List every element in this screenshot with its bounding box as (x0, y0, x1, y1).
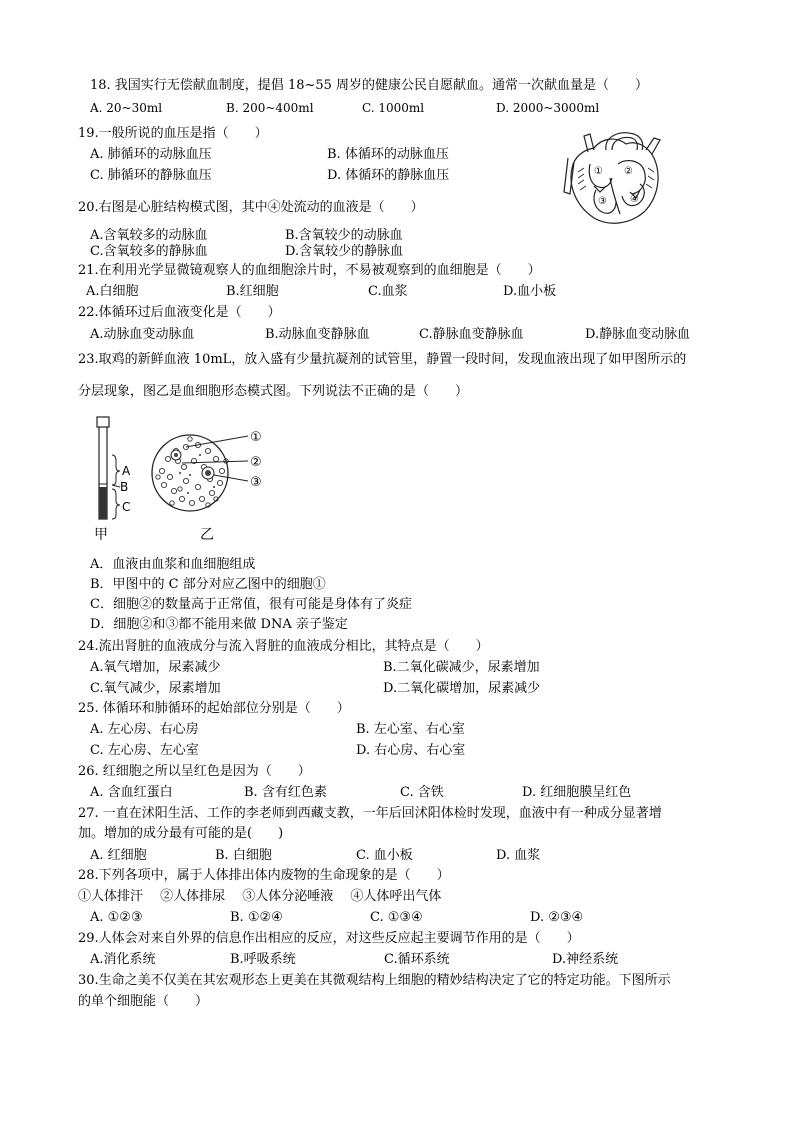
q25-stem: 25. 体循环和肺循环的起始部位分别是（ ） (78, 701, 350, 716)
tube-label-c: C (122, 500, 131, 514)
q22-stem: 22.体循环过后血液变化是（ ） (78, 305, 281, 320)
q29-option-a[interactable]: A.消化系统 (90, 952, 156, 967)
q26-stem: 26. 红细胞之所以呈红色是因为（ ） (78, 764, 311, 779)
q23-figure (90, 415, 290, 545)
fig-label-yi: 乙 (200, 527, 214, 543)
q20-option-b[interactable]: B.含氧较少的动脉血 (285, 228, 403, 243)
q29-option-d[interactable]: D.神经系统 (552, 952, 619, 967)
q18-option-c[interactable]: C. 1000ml (362, 101, 425, 115)
q26-option-b[interactable]: B. 含有红色素 (244, 785, 327, 800)
q23-option-a[interactable]: A．血液由血浆和血细胞组成 (90, 557, 256, 572)
q21-option-b[interactable]: B.红细胞 (226, 284, 279, 299)
q20-option-c[interactable]: C.含氧较多的静脉血 (90, 244, 208, 259)
q24-option-c[interactable]: C.氧气减少，尿素增加 (90, 681, 221, 696)
q27-option-c[interactable]: C. 血小板 (356, 848, 413, 863)
q20-option-d[interactable]: D.含氧较少的静脉血 (285, 244, 404, 259)
q25-option-a[interactable]: A. 左心房、右心房 (90, 722, 199, 737)
q21-option-d[interactable]: D.血小板 (503, 284, 557, 299)
q24-option-d[interactable]: D.二氧化碳增加，尿素减少 (383, 681, 541, 696)
q18-option-d[interactable]: D. 2000~3000ml (496, 101, 600, 115)
q28-option-d[interactable]: D. ②③④ (530, 910, 584, 925)
blood-layers-illustration (90, 415, 290, 545)
q27-stem-line2: 加。增加的成分最有可能的是( ) (78, 826, 284, 841)
q27-option-a[interactable]: A. 红细胞 (90, 848, 147, 863)
q19-stem: 19.一般所说的血压是指（ ） (78, 126, 268, 141)
heart-label-1: ① (594, 166, 603, 177)
cell-label-2: ② (250, 455, 262, 470)
q22-option-d[interactable]: D.静脉血变动脉血 (585, 327, 691, 342)
q27-option-b[interactable]: B. 白细胞 (215, 848, 272, 863)
q30-stem-line1: 30.生命之美不仅美在其宏观形态上更美在其微观结构上细胞的精妙结构决定了它的特定功能。下图所示 (78, 973, 671, 988)
q23-stem-line2: 分层现象，图乙是血细胞形态模式图。下列说法不正确的是（ ） (78, 384, 469, 399)
q25-option-c[interactable]: C. 左心房、左心室 (90, 743, 199, 758)
q26-option-a[interactable]: A. 含血红蛋白 (90, 785, 173, 800)
q22-option-c[interactable]: C.静脉血变静脉血 (419, 327, 524, 342)
q22-option-b[interactable]: B.动脉血变静脉血 (265, 327, 370, 342)
q23-option-c[interactable]: C．细胞②的数量高于正常值，很有可能是身体有了炎症 (90, 597, 412, 612)
q20-option-a[interactable]: A.含氧较多的动脉血 (90, 228, 208, 243)
q19-option-a[interactable]: A. 肺循环的动脉血压 (90, 147, 212, 162)
q26-option-d[interactable]: D. 红细胞膜呈红色 (522, 785, 632, 800)
q29-option-b[interactable]: B.呼吸系统 (230, 952, 296, 967)
q26-option-c[interactable]: C. 含铁 (400, 785, 444, 800)
q23-option-d[interactable]: D．细胞②和③都不能用来做 DNA 亲子鉴定 (90, 617, 348, 632)
q30-stem-line2: 的单个细胞能（ ） (78, 994, 209, 1009)
q23-stem-line1: 23.取鸡的新鲜血液 10mL，放入盛有少量抗凝剂的试管里，静置一段时间，发现血液出现了如甲图所示的 (78, 352, 687, 367)
q24-stem: 24.流出肾脏的血液成分与流入肾脏的血液成分相比，其特点是（ ） (78, 639, 489, 654)
cell-label-3: ③ (250, 475, 262, 490)
q19-option-d[interactable]: D. 体循环的静脉血压 (327, 168, 450, 183)
heart-label-2: ② (624, 166, 633, 177)
q24-option-b[interactable]: B.二氧化碳减少，尿素增加 (383, 660, 540, 675)
q20-stem: 20.右图是心脏结构模式图，其中④处流动的血液是（ ） (78, 200, 424, 215)
q19-option-b[interactable]: B. 体循环的动脉血压 (327, 147, 449, 162)
q28-items: ①人体排汗 ②人体排尿 ③人体分泌唾液 ④人体呼出气体 (78, 889, 442, 904)
q27-option-d[interactable]: D. 血浆 (496, 848, 541, 863)
fig-label-jia: 甲 (94, 527, 108, 543)
cell-label-1: ① (250, 430, 262, 445)
heart-label-4: ④ (630, 194, 639, 205)
q24-option-a[interactable]: A.氧气增加，尿素减少 (90, 660, 221, 675)
q21-option-c[interactable]: C.血浆 (368, 284, 408, 299)
tube-label-a: A (122, 464, 131, 478)
q18-option-a[interactable]: A. 20~30ml (90, 101, 163, 115)
q28-option-a[interactable]: A. ①②③ (90, 910, 143, 925)
q18-stem: 18. 我国实行无偿献血制度，提倡 18~55 周岁的健康公民自愿献血。通常一次献血量是（ ） (90, 78, 649, 93)
q18-option-b[interactable]: B. 200~400ml (226, 101, 314, 115)
q29-option-c[interactable]: C.循环系统 (384, 952, 450, 967)
heart-label-3: ③ (598, 196, 607, 207)
q28-option-c[interactable]: C. ①③④ (370, 910, 423, 925)
q27-stem-line1: 27. 一直在沭阳生活、工作的李老师到西藏支教，一年后回沭阳体检时发现，血液中有一种成分显著增 (78, 806, 662, 821)
q23-option-b[interactable]: B．甲图中的 C 部分对应乙图中的细胞① (90, 577, 326, 592)
q21-stem: 21.在利用光学显微镜观察人的血细胞涂片时，不易被观察到的血细胞是（ ） (78, 263, 541, 278)
q21-option-a[interactable]: A.白细胞 (86, 284, 139, 299)
q19-option-c[interactable]: C. 肺循环的静脉血压 (90, 168, 212, 183)
q25-option-d[interactable]: D. 右心房、右心室 (356, 743, 466, 758)
q28-option-b[interactable]: B. ①②④ (230, 910, 283, 925)
tube-label-b: B (120, 480, 129, 494)
q29-stem: 29.人体会对来自外界的信息作出相应的反应，对这些反应起主要调节作用的是（ ） (78, 931, 580, 946)
q25-option-b[interactable]: B. 左心室、右心室 (356, 722, 465, 737)
q22-option-a[interactable]: A.动脉血变动脉血 (90, 327, 195, 342)
heart-structure-illustration (560, 128, 670, 228)
heart-diagram (560, 128, 670, 228)
q28-stem: 28.下列各项中，属于人体排出体内废物的生命现象的是（ ） (78, 868, 450, 883)
